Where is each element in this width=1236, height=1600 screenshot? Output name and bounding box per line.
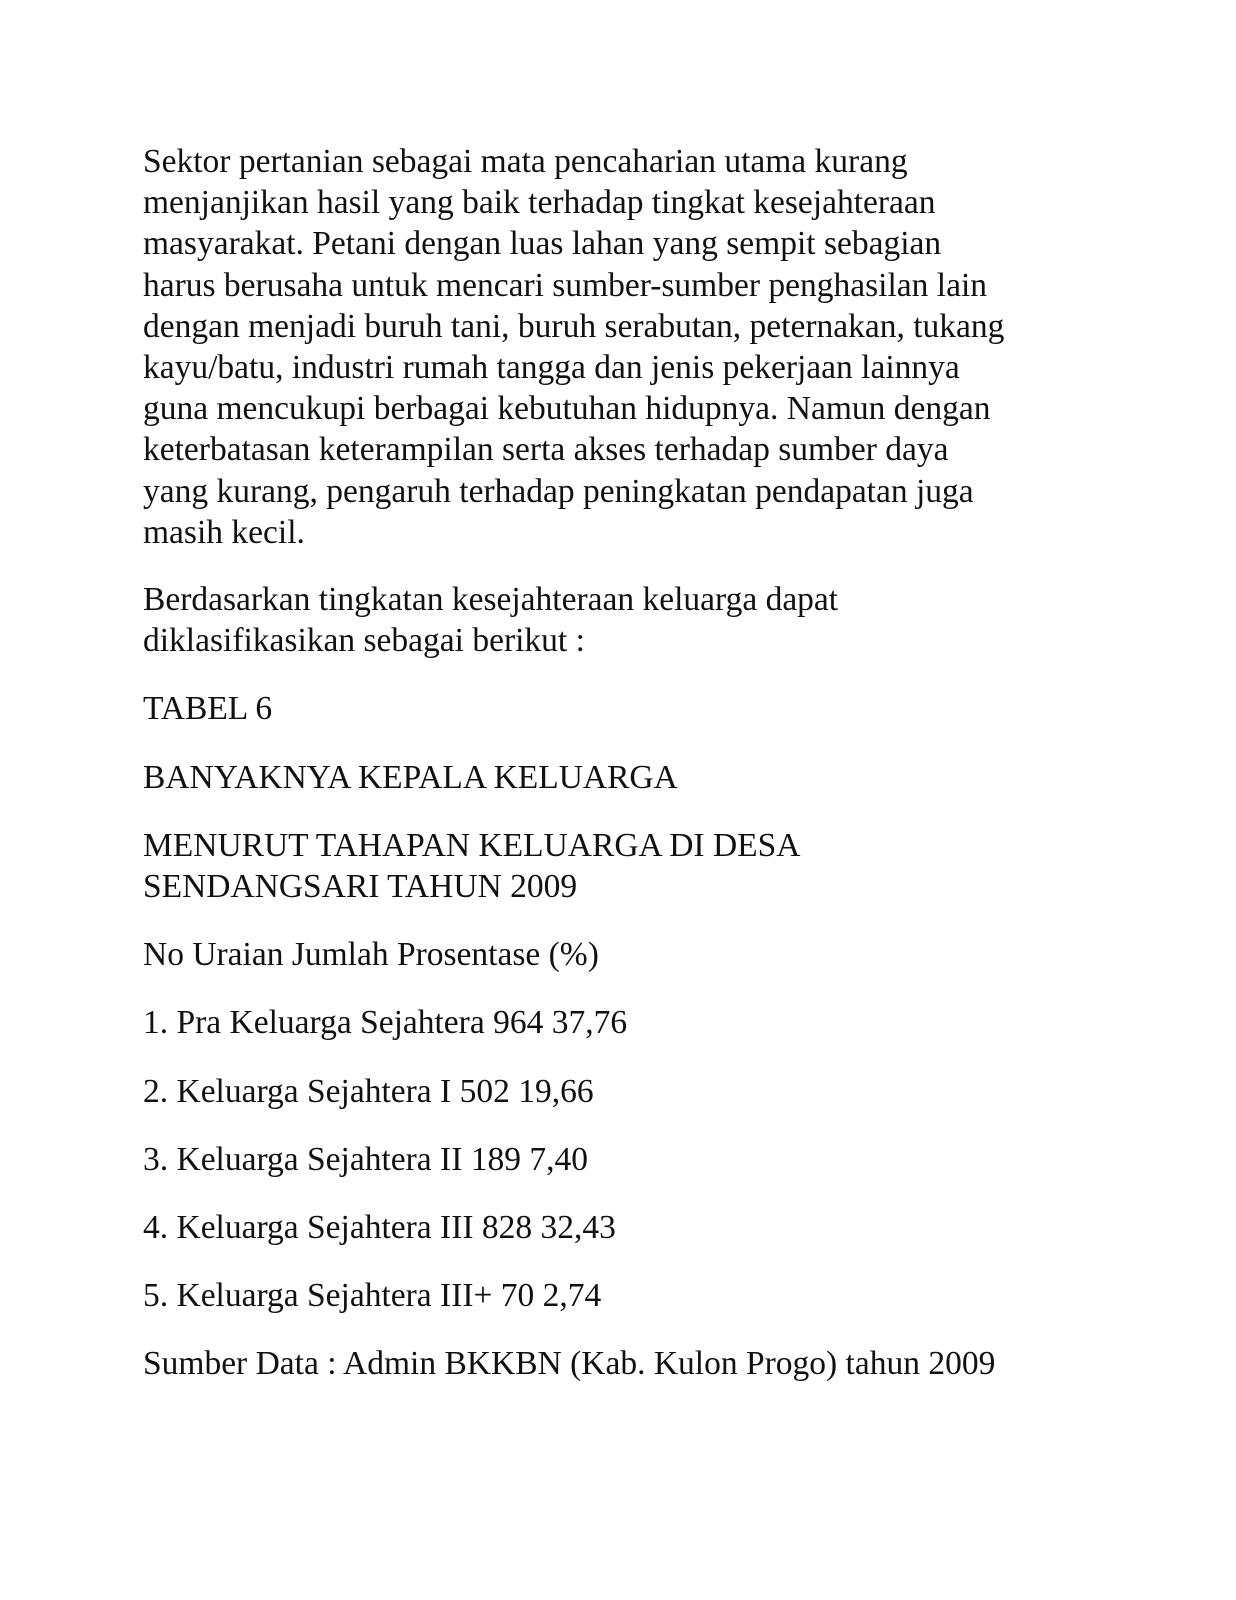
table-row: 5. Keluarga Sejahtera III+ 70 2,74 xyxy=(143,1277,602,1315)
paragraph-classification xyxy=(143,579,1083,661)
paragraph-line: menjanjikan hasil yang baik terhadap tingkat kesejahteraan xyxy=(143,184,936,222)
document-page xyxy=(143,141,1083,1385)
table-subtitle-line: MENURUT TAHAPAN KELUARGA DI DESA xyxy=(143,826,801,864)
paragraph-intro xyxy=(143,141,1083,553)
paragraph-line: harus berusaha untuk mencari sumber-sumber penghasilan lain xyxy=(143,266,988,304)
table-source: Sumber Data : Admin BKKBN (Kab. Kulon Progo) tahun 2009 xyxy=(143,1345,996,1383)
paragraph-line: masih kecil. xyxy=(143,513,305,551)
table-title: BANYAKNYA KEPALA KELUARGA xyxy=(143,758,678,796)
table-row: 1. Pra Keluarga Sejahtera 964 37,76 xyxy=(143,1004,628,1042)
paragraph-line: diklasifikasikan sebagai berikut : xyxy=(143,622,585,660)
table-row: 2. Keluarga Sejahtera I 502 19,66 xyxy=(143,1072,594,1110)
paragraph-line: dengan menjadi buruh tani, buruh serabutan, peternakan, tukang xyxy=(143,307,1005,345)
paragraph-line: Berdasarkan tingkatan kesejahteraan keluarga dapat xyxy=(143,581,839,619)
table-subtitle-line: SENDANGSARI TAHUN 2009 xyxy=(143,868,578,906)
table-label: TABEL 6 xyxy=(143,690,273,728)
table-subtitle xyxy=(143,825,1083,907)
paragraph-line: yang kurang, pengaruh terhadap peningkatan pendapatan juga xyxy=(143,472,974,510)
paragraph-line: keterbatasan keterampilan serta akses terhadap sumber daya xyxy=(143,431,949,469)
paragraph-line: masyarakat. Petani dengan luas lahan yang sempit sebagian xyxy=(143,225,942,263)
table-row: 3. Keluarga Sejahtera II 189 7,40 xyxy=(143,1140,588,1178)
table-header: No Uraian Jumlah Prosentase (%) xyxy=(143,936,599,974)
table-row: 4. Keluarga Sejahtera III 828 32,43 xyxy=(143,1209,616,1247)
paragraph-line: Sektor pertanian sebagai mata pencaharian utama kurang xyxy=(143,143,908,180)
paragraph-line: guna mencukupi berbagai kebutuhan hidupnya. Namun dengan xyxy=(143,390,991,428)
paragraph-line: kayu/batu, industri rumah tangga dan jenis pekerjaan lainnya xyxy=(143,349,960,387)
